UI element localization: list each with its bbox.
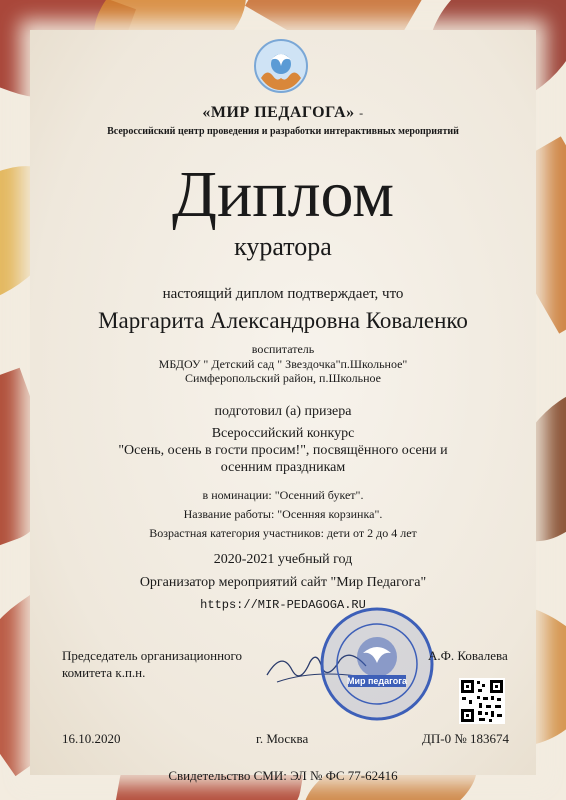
contest-name-line1: "Осень, осень в гости просим!", посвящённого осени и [118, 443, 448, 458]
website-link[interactable]: https://MIR-PEDAGOGA.RU [200, 598, 366, 612]
work-title: Название работы: "Осенняя корзинка". [183, 507, 383, 521]
diploma-title: Диплом [171, 158, 395, 231]
diploma-subtitle: куратора [234, 232, 332, 261]
school-year: 2020-2021 учебный год [213, 552, 353, 567]
contest-name-line2: осенним праздникам [220, 460, 346, 475]
city: г. Москва [256, 731, 309, 746]
organizer: Организатор мероприятий сайт "Мир Педагога" [139, 575, 427, 590]
org-name: «МИР ПЕДАГОГА» - [202, 104, 364, 121]
stamp-seal-icon [318, 605, 436, 723]
media-certificate: Свидетельство СМИ: ЭЛ № ФС 77-62416 [168, 768, 398, 783]
stamp-text: Мир педагога [346, 676, 408, 686]
contest-level: Всероссийский конкурс [211, 426, 355, 441]
nomination: в номинации: "Осенний букет". [202, 488, 364, 502]
chairman-name: А.Ф. Ковалева [428, 648, 508, 663]
prepared-text: подготовил (а) призера [214, 404, 352, 419]
org-subtitle: Всероссийский центр проведения и разработки интерактивных мероприятий [107, 126, 459, 137]
mir-pedagoga-logo-icon [253, 38, 309, 94]
org-dash: - [359, 106, 364, 120]
diploma-number: ДП-0 № 183674 [422, 731, 509, 746]
recipient-name: Маргарита Александровна Коваленко [98, 308, 468, 333]
qr-code-icon[interactable] [459, 678, 505, 724]
recipient-institution: МБДОУ " Детский сад " Звездочка"п.Школьное" [158, 357, 408, 371]
issue-date: 16.10.2020 [62, 731, 121, 746]
age-category: Возрастная категория участников: дети от 2 до 4 лет [149, 526, 417, 540]
recipient-location: Симферопольский район, п.Школьное [185, 371, 381, 385]
confirm-text: настоящий диплом подтверждает, что [162, 286, 404, 302]
chairman-line1: Председатель организационного [62, 648, 243, 663]
chairman-line2: комитета к.п.н. [62, 665, 146, 680]
recipient-position: воспитатель [251, 342, 315, 356]
